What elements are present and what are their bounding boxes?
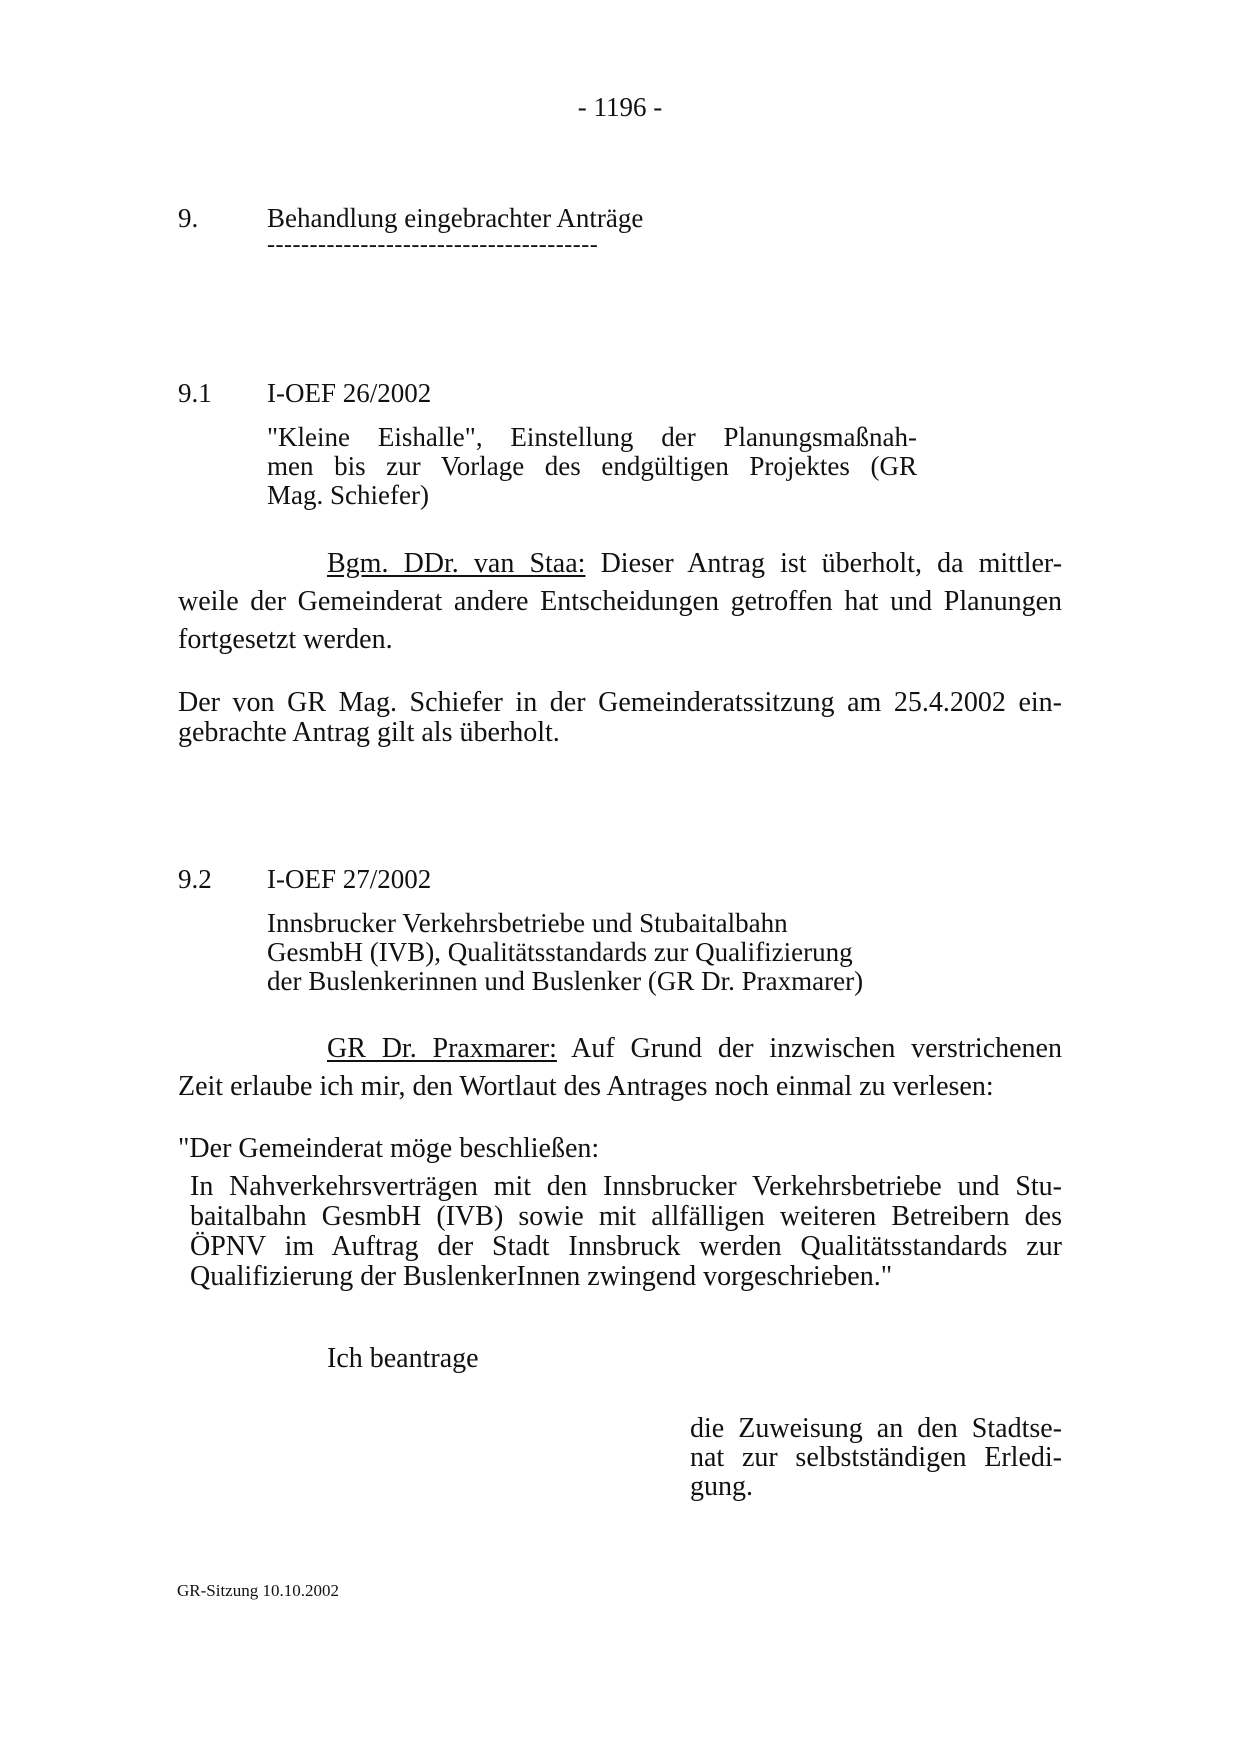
speaker-name: GR Dr. Praxmarer: [327,1033,557,1064]
request-detail-line: die Zuweisung an den Stadtse- [690,1413,1062,1444]
request-detail-line: nat zur selbstständigen Erledi- [690,1442,1062,1473]
subject-line: GesmbH (IVB), Qualitätsstandards zur Qualifizierung [267,937,853,967]
subject-line: Innsbrucker Verkehrsbetriebe und Stubaitalbahn [267,908,788,938]
item-9-1-reference: I-OEF 26/2002 [267,378,432,408]
item-9-2-number: 9.2 [178,864,212,894]
quote-line: In Nahverkehrsverträgen mit den Innsbrucker Verkehrsbetriebe und Stu- [190,1171,1062,1202]
item-9-2-reference: I-OEF 27/2002 [267,864,432,894]
page-footer: GR-Sitzung 10.10.2002 [177,1581,339,1600]
statement-text: Dieser Antrag ist überholt, da mittler- [600,548,1063,579]
request-detail-line: gung. [690,1471,753,1502]
subject-line: men bis zur Vorlage des endgültigen Projektes (GR [267,451,917,481]
item-9-1-subject [267,422,917,509]
decision-line: Der von GR Mag. Schiefer in der Gemeinderatssitzung am 25.4.2002 ein- [178,687,1062,718]
page-number: - 1196 - [577,92,663,122]
item-9-1-number: 9.1 [178,378,212,408]
quote-line: ÖPNV im Auftrag der Stadt Innsbruck werden Qualitätsstandards zur [190,1231,1062,1262]
section-title: Behandlung eingebrachter Anträge [267,203,644,233]
subject-line: "Kleine Eishalle", Einstellung der Planungsmaßnah- [267,422,917,452]
section-title-rule: --------------------------------------- [267,232,599,258]
item-9-2-subject [267,908,927,995]
quote-line: baitalbahn GesmbH (IVB) sowie mit allfälligen weiteren Betreibern des [190,1201,1062,1232]
item-9-2-statement [178,1030,1062,1106]
request-detail [690,1414,1062,1501]
speaker-name: Bgm. DDr. van Staa: [327,548,586,579]
item-9-1-decision [178,688,1062,748]
request-text: Ich beantrage [327,1343,479,1374]
quote-line: Qualifizierung der BuslenkerInnen zwingend vorgeschrieben." [190,1261,893,1292]
statement-line: weile der Gemeinderat andere Entscheidungen getroffen hat und Planungen [178,586,1062,617]
subject-line: der Buslenkerinnen und Buslenker (GR Dr. Praxmarer) [267,966,864,996]
item-9-1-statement [178,545,1062,659]
statement-line: fortgesetzt werden. [178,624,393,655]
section-number: 9. [178,203,199,233]
subject-line: Mag. Schiefer) [267,480,429,510]
statement-line: Zeit erlaube ich mir, den Wortlaut des Antrages noch einmal zu verlesen: [178,1071,994,1102]
decision-line: gebrachte Antrag gilt als überholt. [178,717,560,748]
statement-text: Auf Grund der inzwischen verstrichenen [571,1033,1062,1064]
quote-intro: "Der Gemeinderat möge beschließen: [178,1133,600,1164]
quoted-motion [190,1172,1062,1292]
